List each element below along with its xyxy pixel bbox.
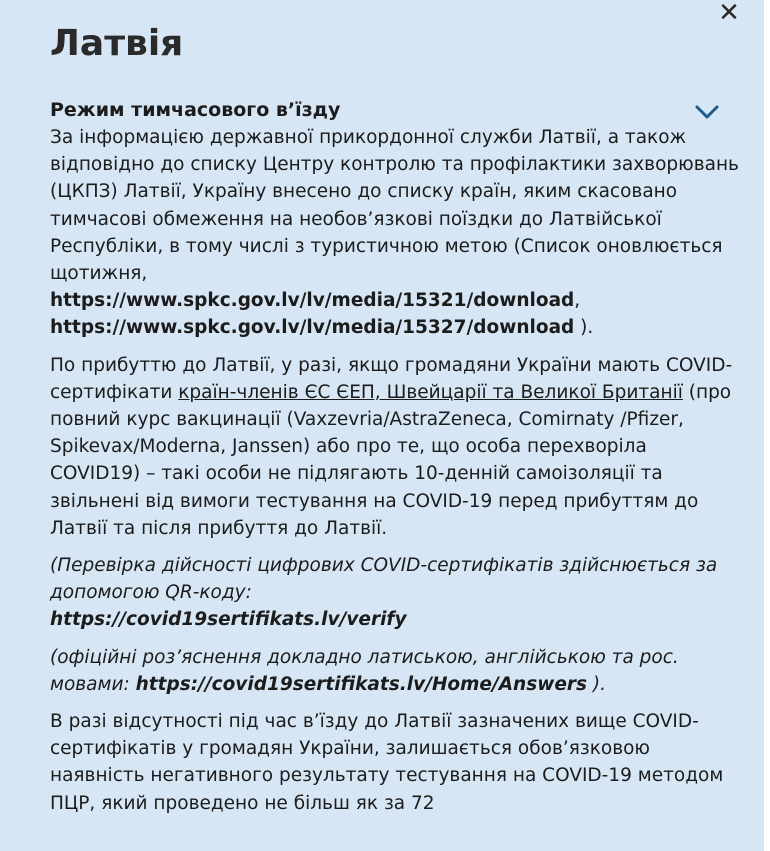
paragraph-pcr-test xyxy=(50,708,740,817)
paragraph-covid-certificates xyxy=(50,352,740,542)
answers-link[interactable]: https://covid19sertifikats.lv/Home/Answers xyxy=(135,673,587,695)
spkc-link-15321[interactable]: https://www.spkc.gov.lv/lv/media/15321/download xyxy=(50,290,575,312)
accordion-header-temporary-entry[interactable] xyxy=(50,95,720,125)
link-separator: , xyxy=(574,290,581,312)
accordion-title: Режим тимчасового в’їзду xyxy=(50,99,341,121)
eu-countries-link[interactable]: країн-членів ЄС ЄЕП, Швейцарії та Великої Британії xyxy=(178,381,683,403)
certificates-text-after: (про повний курс вакцинації (Vaxzevria/AstraZeneca, Comirnaty /Pfizer, Spikevax/Moderna, Janssen) або про те, що особа перехворіла COVID19) – такі особи не підлягають 10-денній самоізоляції та звільнені від вимоги тестування на COVID-19 перед прибуттям до Латвії та після прибуття до Латвії. xyxy=(50,381,732,539)
page-title: Латвія xyxy=(50,23,184,64)
explanations-text: (офіційні роз’яснення докладно латиською, англійською та рос. мовами: xyxy=(50,646,679,695)
close-button[interactable] xyxy=(713,0,745,28)
verify-link[interactable]: https://covid19sertifikats.lv/verify xyxy=(50,609,407,631)
certificates-text-before: По прибуттю до Латвії, у разі, якщо громадяни України мають COVID-сертифікати xyxy=(50,354,733,403)
spkc-link-15327[interactable]: https://www.spkc.gov.lv/lv/media/15327/download xyxy=(50,317,575,339)
paragraph-travel-restrictions xyxy=(50,124,740,342)
paragraph-qr-verification xyxy=(50,552,740,634)
accordion-content xyxy=(50,124,740,827)
qr-verification-text: (Перевірка дійсності цифрових COVID-сертифікатів здійснюється за допомогою QR-коду: xyxy=(50,555,718,604)
chevron-down-icon xyxy=(695,105,719,119)
restrictions-end: ). xyxy=(574,317,594,339)
pcr-test-text: В разі відсутності під час в’їзду до Латвії зазначених вище COVID-сертифікатів у громадян України, залишається обов’язковою наявність негативного результату тестування на COVID-19 методом ПЦР, який проведено не більш як за 72 xyxy=(50,711,724,814)
restrictions-text: За інформацією державної прикордонної служби Латвії, а також відповідно до списку Центру контролю та профілактики захворювань (ЦКПЗ) Латвії, Україну внесено до списку країн, яким скасовано тимчасові обмеження на необов’язкові поїздки до Латвійської Республіки, в тому числі з туристичною метою (Список оновлюється щотижня, xyxy=(50,127,739,285)
explanations-end: ). xyxy=(587,673,606,695)
paragraph-official-explanations xyxy=(50,644,740,698)
page-edge xyxy=(764,0,770,851)
close-icon: ✕ xyxy=(718,0,740,28)
